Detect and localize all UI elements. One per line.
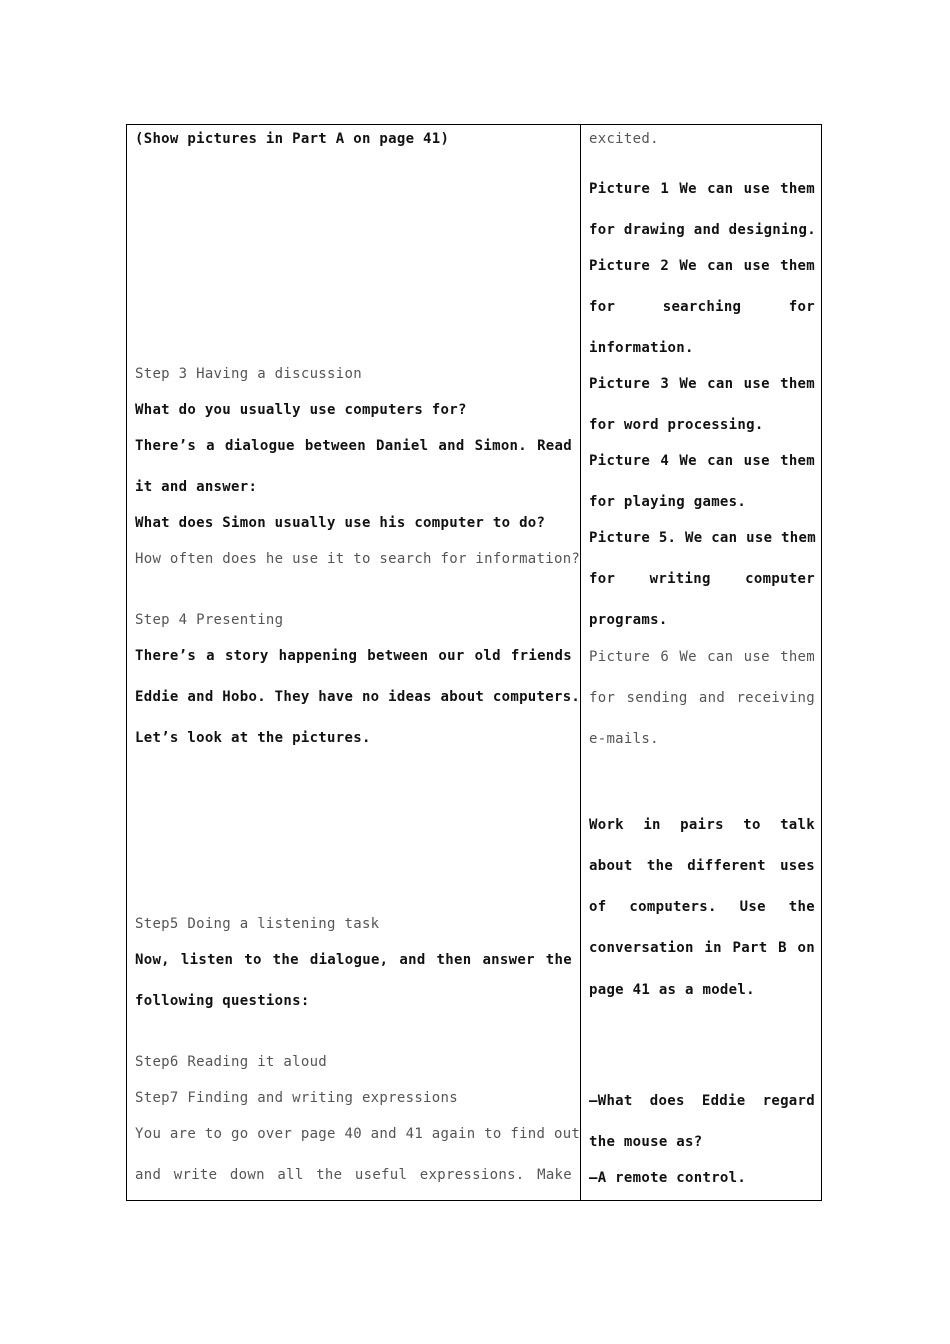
pairwork-line2: about the different uses: [589, 858, 815, 874]
picture5-line1: Picture 5. We can use them: [589, 530, 816, 546]
qa-question-line2: the mouse as?: [589, 1134, 703, 1150]
step7-heading: Step7 Finding and writing expressions: [135, 1090, 458, 1106]
step3-dialogue-line1: There’s a dialogue between Daniel and Simon. Read: [135, 438, 572, 454]
qa-answer: —A remote control.: [589, 1170, 747, 1186]
picture3-line2: for word processing.: [589, 417, 764, 433]
step5-line2: following questions:: [135, 993, 310, 1009]
pairwork-line5: page 41 as a model.: [589, 982, 755, 998]
step7-line1: You are to go over page 40 and 41 again to find out: [135, 1126, 581, 1142]
step3-dialogue-line2: it and answer:: [135, 479, 258, 495]
picture2-line3: information.: [589, 340, 694, 356]
picture2-line2: for searching for: [589, 299, 815, 315]
picture2-line1: Picture 2 We can use them: [589, 258, 815, 274]
lesson-table: [126, 124, 822, 1201]
step7-line2: and write down all the useful expressions. Make: [135, 1167, 572, 1183]
column-divider: [580, 125, 581, 1200]
step3-question2: What does Simon usually use his computer to do?: [135, 515, 546, 531]
picture4-line1: Picture 4 We can use them: [589, 453, 815, 469]
picture6-line1: Picture 6 We can use them: [589, 649, 815, 665]
pairwork-line1: Work in pairs to talk: [589, 817, 815, 833]
picture6-line3: e-mails.: [589, 731, 659, 747]
step5-line1: Now, listen to the dialogue, and then answer the: [135, 952, 572, 968]
picture6-line2: for sending and receiving: [589, 690, 815, 706]
pairwork-line3: of computers. Use the: [589, 899, 815, 915]
picture3-line1: Picture 3 We can use them: [589, 376, 815, 392]
picture1-line1: Picture 1 We can use them: [589, 181, 815, 197]
pairwork-line4: conversation in Part B on: [589, 940, 815, 956]
qa-question-line1: —What does Eddie regard: [589, 1093, 815, 1109]
step3-question1: What do you usually use computers for?: [135, 402, 467, 418]
picture5-line2: for writing computer: [589, 571, 815, 587]
step6-heading: Step6 Reading it aloud: [135, 1054, 328, 1070]
step3-question3: How often does he use it to search for information?: [135, 551, 581, 567]
picture1-line2: for drawing and designing.: [589, 222, 816, 238]
step5-heading: Step5 Doing a listening task: [135, 916, 380, 932]
step4-line1: There’s a story happening between our old friends: [135, 648, 572, 664]
picture4-line2: for playing games.: [589, 494, 747, 510]
picture5-line3: programs.: [589, 612, 668, 628]
excited-text: excited.: [589, 131, 659, 147]
show-pictures-note: (Show pictures in Part A on page 41): [135, 131, 450, 147]
step3-heading: Step 3 Having a discussion: [135, 366, 362, 382]
step4-heading: Step 4 Presenting: [135, 612, 284, 628]
step4-line3: Let’s look at the pictures.: [135, 730, 371, 746]
step4-line2: Eddie and Hobo. They have no ideas about computers.: [135, 689, 581, 705]
